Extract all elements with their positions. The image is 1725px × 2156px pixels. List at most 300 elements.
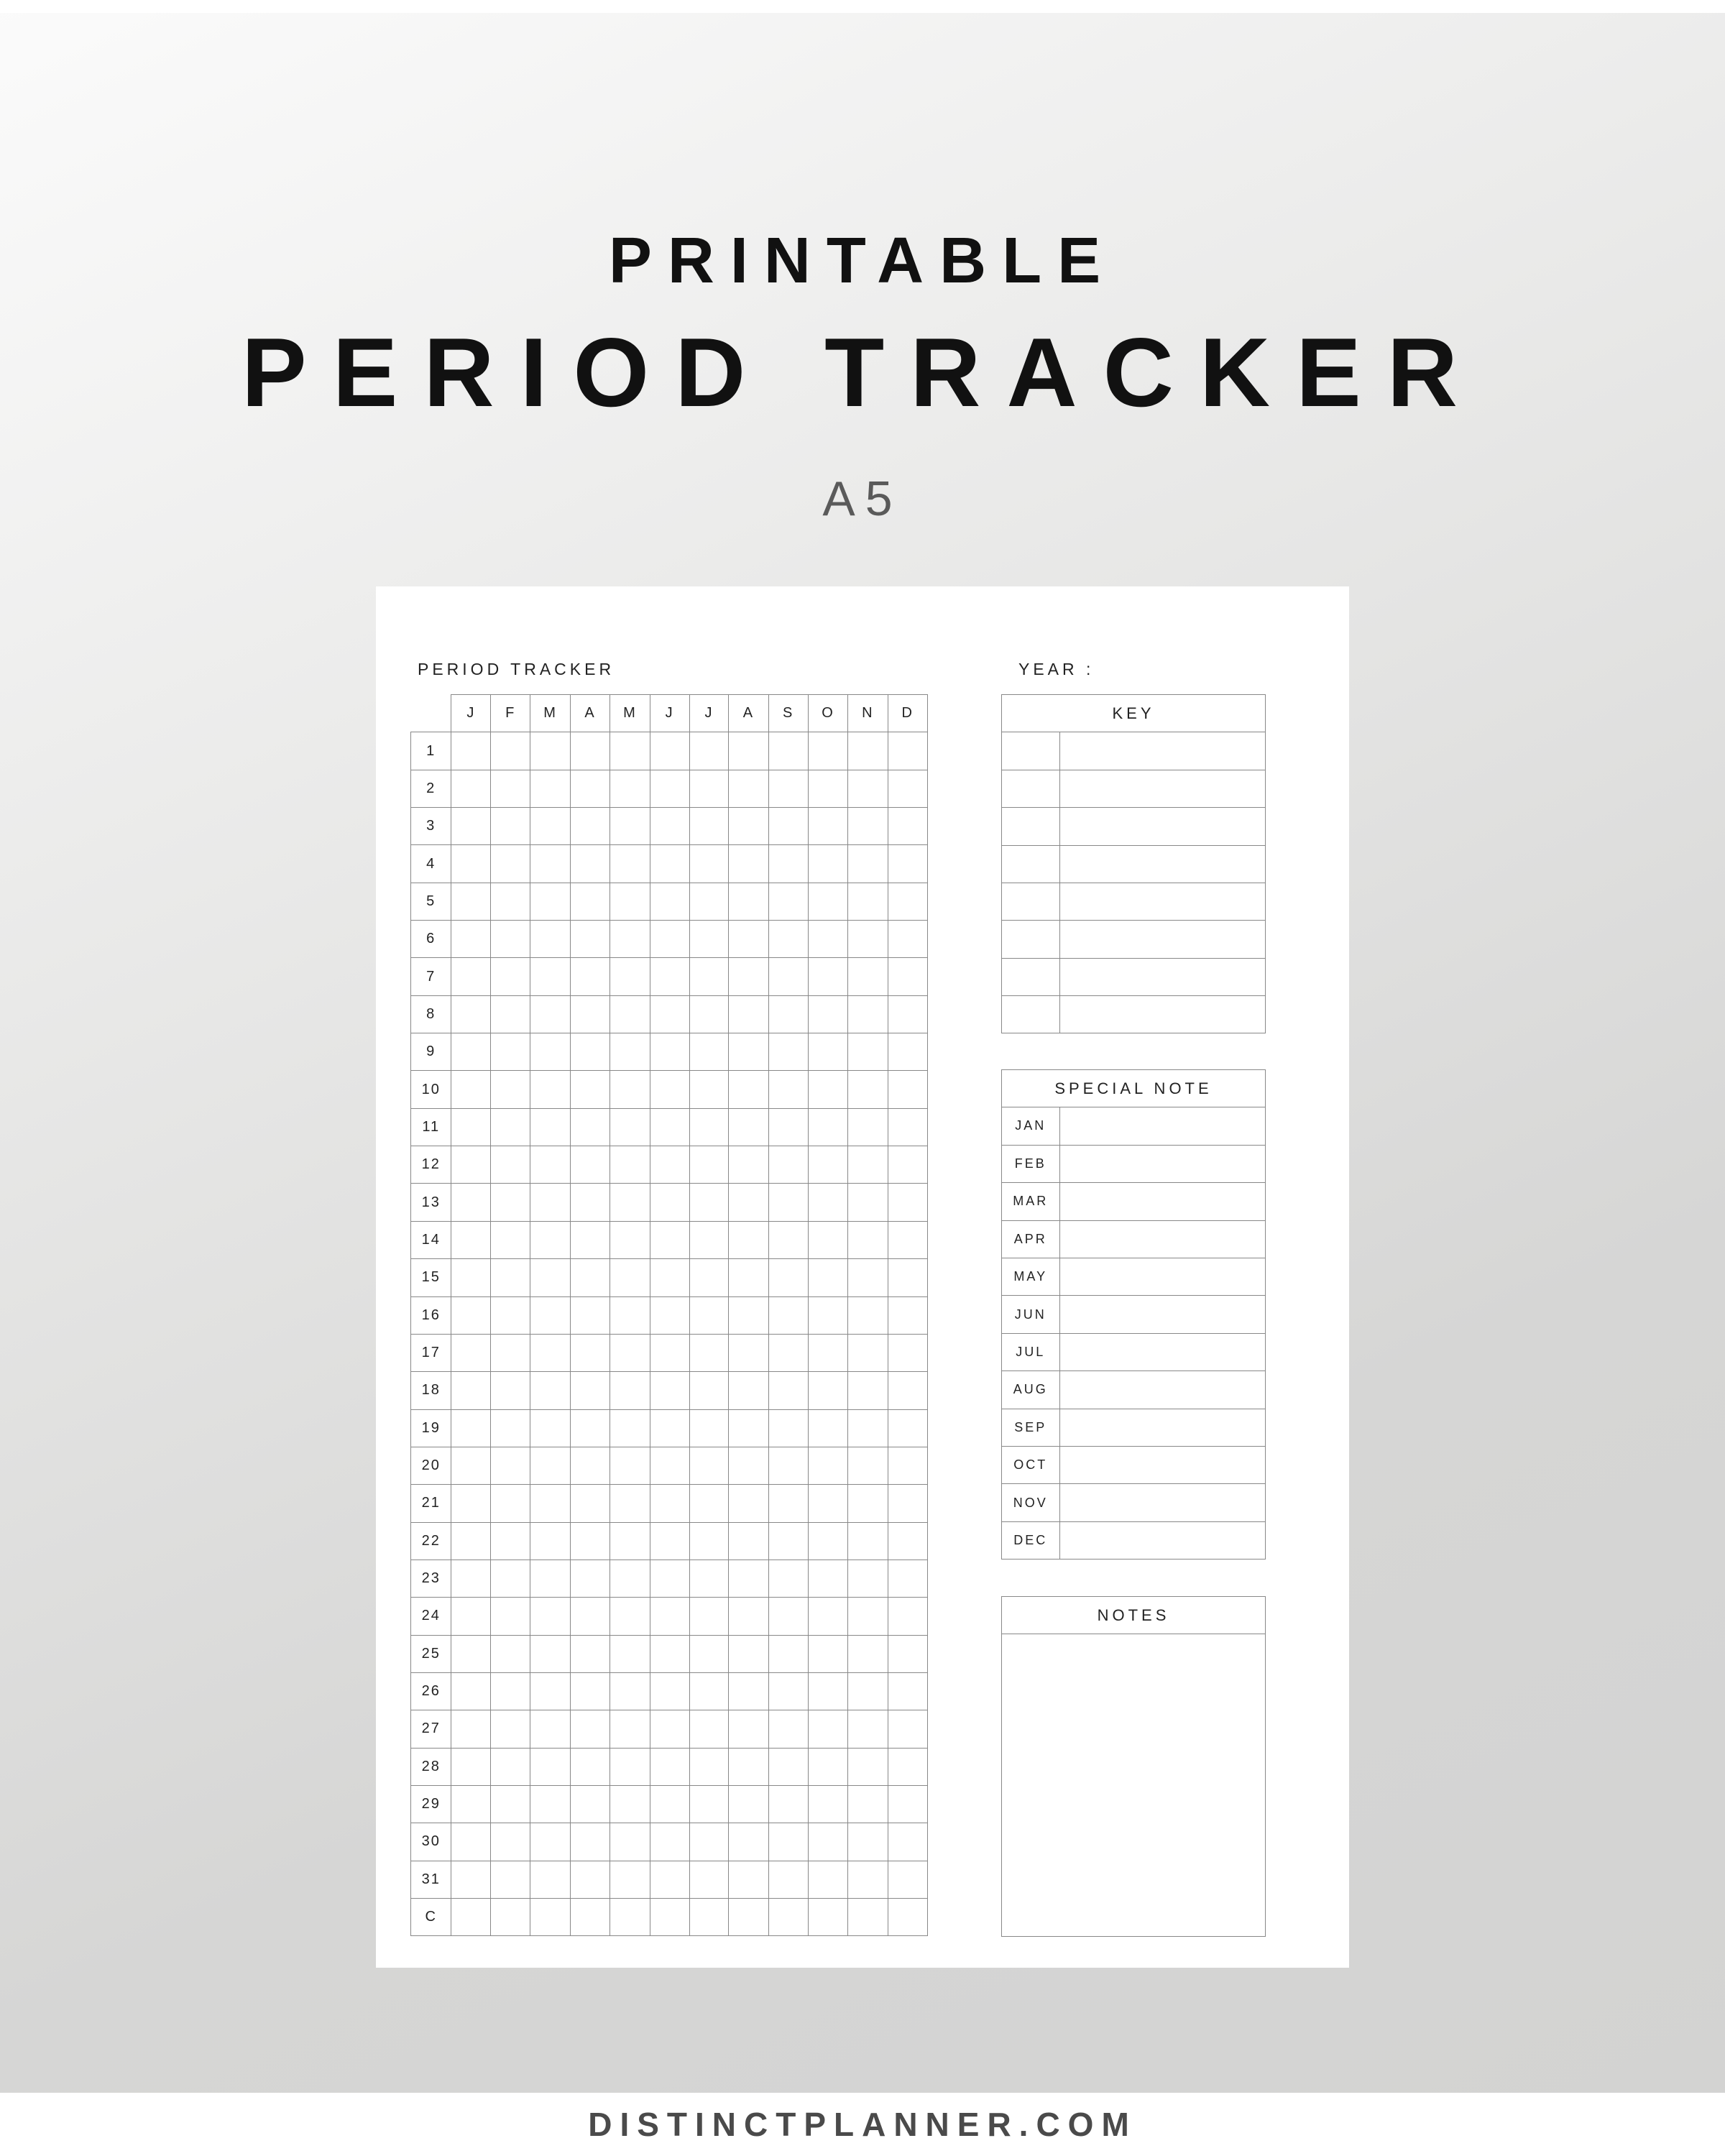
tracker-cell[interactable] xyxy=(650,732,689,770)
tracker-cell[interactable] xyxy=(729,1598,768,1635)
tracker-cell[interactable] xyxy=(530,1598,571,1635)
tracker-cell[interactable] xyxy=(729,845,768,883)
tracker-cell[interactable] xyxy=(768,883,808,920)
tracker-cell[interactable] xyxy=(491,770,530,807)
tracker-cell[interactable] xyxy=(768,1372,808,1409)
tracker-cell[interactable] xyxy=(451,732,491,770)
key-description-cell[interactable] xyxy=(1059,808,1265,845)
tracker-cell[interactable] xyxy=(808,1259,847,1296)
tracker-cell[interactable] xyxy=(451,1672,491,1710)
tracker-cell[interactable] xyxy=(530,1372,571,1409)
tracker-cell[interactable] xyxy=(848,1635,888,1672)
special-note-field[interactable] xyxy=(1059,1521,1265,1559)
tracker-cell[interactable] xyxy=(768,1785,808,1823)
tracker-cell[interactable] xyxy=(650,1259,689,1296)
tracker-cell[interactable] xyxy=(808,921,847,958)
tracker-cell[interactable] xyxy=(768,1108,808,1146)
tracker-cell[interactable] xyxy=(491,1560,530,1597)
tracker-cell[interactable] xyxy=(570,1560,610,1597)
tracker-cell[interactable] xyxy=(530,1221,571,1258)
tracker-cell[interactable] xyxy=(610,808,650,845)
tracker-cell[interactable] xyxy=(689,808,729,845)
tracker-cell[interactable] xyxy=(491,1146,530,1184)
tracker-cell[interactable] xyxy=(451,808,491,845)
tracker-cell[interactable] xyxy=(768,1598,808,1635)
tracker-cell[interactable] xyxy=(848,1522,888,1560)
tracker-cell[interactable] xyxy=(808,845,847,883)
tracker-cell[interactable] xyxy=(888,1108,927,1146)
tracker-cell[interactable] xyxy=(888,1184,927,1221)
key-symbol-cell[interactable] xyxy=(1002,808,1059,845)
tracker-cell[interactable] xyxy=(491,1598,530,1635)
tracker-cell[interactable] xyxy=(491,1033,530,1071)
tracker-cell[interactable] xyxy=(768,808,808,845)
tracker-cell[interactable] xyxy=(689,1033,729,1071)
tracker-cell[interactable] xyxy=(570,1672,610,1710)
key-symbol-cell[interactable] xyxy=(1002,845,1059,883)
tracker-cell[interactable] xyxy=(650,1748,689,1785)
tracker-cell[interactable] xyxy=(848,845,888,883)
tracker-cell[interactable] xyxy=(689,732,729,770)
tracker-cell[interactable] xyxy=(451,1785,491,1823)
special-note-field[interactable] xyxy=(1059,1409,1265,1446)
special-note-field[interactable] xyxy=(1059,1183,1265,1220)
tracker-cell[interactable] xyxy=(530,958,571,995)
tracker-cell[interactable] xyxy=(848,1672,888,1710)
tracker-cell[interactable] xyxy=(808,1485,847,1522)
tracker-cell[interactable] xyxy=(729,1259,768,1296)
tracker-cell[interactable] xyxy=(808,1221,847,1258)
tracker-cell[interactable] xyxy=(689,1899,729,1936)
tracker-cell[interactable] xyxy=(689,1748,729,1785)
tracker-cell[interactable] xyxy=(768,732,808,770)
tracker-cell[interactable] xyxy=(888,1672,927,1710)
tracker-cell[interactable] xyxy=(768,1485,808,1522)
key-symbol-cell[interactable] xyxy=(1002,996,1059,1033)
tracker-cell[interactable] xyxy=(888,921,927,958)
tracker-cell[interactable] xyxy=(768,1221,808,1258)
tracker-cell[interactable] xyxy=(729,1710,768,1748)
tracker-cell[interactable] xyxy=(848,1184,888,1221)
tracker-cell[interactable] xyxy=(729,1447,768,1484)
tracker-cell[interactable] xyxy=(451,770,491,807)
tracker-cell[interactable] xyxy=(451,1033,491,1071)
tracker-cell[interactable] xyxy=(808,1710,847,1748)
tracker-cell[interactable] xyxy=(650,1522,689,1560)
tracker-cell[interactable] xyxy=(848,1447,888,1484)
tracker-cell[interactable] xyxy=(888,808,927,845)
tracker-cell[interactable] xyxy=(729,958,768,995)
tracker-cell[interactable] xyxy=(530,1861,571,1898)
tracker-cell[interactable] xyxy=(451,1409,491,1447)
tracker-cell[interactable] xyxy=(848,1334,888,1371)
tracker-cell[interactable] xyxy=(689,1146,729,1184)
tracker-cell[interactable] xyxy=(530,1522,571,1560)
tracker-cell[interactable] xyxy=(451,1823,491,1861)
tracker-cell[interactable] xyxy=(491,1672,530,1710)
tracker-cell[interactable] xyxy=(610,770,650,807)
tracker-cell[interactable] xyxy=(729,1823,768,1861)
tracker-cell[interactable] xyxy=(451,1598,491,1635)
tracker-cell[interactable] xyxy=(768,1560,808,1597)
tracker-cell[interactable] xyxy=(451,995,491,1033)
tracker-cell[interactable] xyxy=(848,921,888,958)
tracker-cell[interactable] xyxy=(689,1672,729,1710)
tracker-cell[interactable] xyxy=(848,1598,888,1635)
tracker-cell[interactable] xyxy=(848,958,888,995)
key-description-cell[interactable] xyxy=(1059,845,1265,883)
tracker-cell[interactable] xyxy=(808,1861,847,1898)
tracker-cell[interactable] xyxy=(491,1184,530,1221)
tracker-cell[interactable] xyxy=(888,1485,927,1522)
tracker-cell[interactable] xyxy=(610,1748,650,1785)
tracker-cell[interactable] xyxy=(888,1296,927,1334)
tracker-cell[interactable] xyxy=(888,1899,927,1936)
tracker-cell[interactable] xyxy=(451,883,491,920)
tracker-cell[interactable] xyxy=(530,1184,571,1221)
tracker-cell[interactable] xyxy=(650,1598,689,1635)
tracker-cell[interactable] xyxy=(650,1146,689,1184)
tracker-cell[interactable] xyxy=(570,1334,610,1371)
tracker-cell[interactable] xyxy=(491,958,530,995)
tracker-cell[interactable] xyxy=(848,1785,888,1823)
tracker-cell[interactable] xyxy=(530,1108,571,1146)
tracker-cell[interactable] xyxy=(491,1485,530,1522)
tracker-cell[interactable] xyxy=(451,921,491,958)
tracker-cell[interactable] xyxy=(570,958,610,995)
tracker-cell[interactable] xyxy=(888,1522,927,1560)
tracker-cell[interactable] xyxy=(848,1485,888,1522)
tracker-cell[interactable] xyxy=(610,1409,650,1447)
tracker-cell[interactable] xyxy=(729,808,768,845)
tracker-cell[interactable] xyxy=(808,1071,847,1108)
tracker-cell[interactable] xyxy=(848,1710,888,1748)
tracker-cell[interactable] xyxy=(768,1409,808,1447)
key-description-cell[interactable] xyxy=(1059,732,1265,770)
tracker-cell[interactable] xyxy=(848,1560,888,1597)
tracker-cell[interactable] xyxy=(650,1184,689,1221)
tracker-cell[interactable] xyxy=(689,1409,729,1447)
tracker-cell[interactable] xyxy=(729,1221,768,1258)
tracker-cell[interactable] xyxy=(570,732,610,770)
tracker-cell[interactable] xyxy=(530,1409,571,1447)
tracker-cell[interactable] xyxy=(610,995,650,1033)
tracker-cell[interactable] xyxy=(808,1823,847,1861)
tracker-cell[interactable] xyxy=(768,1296,808,1334)
tracker-cell[interactable] xyxy=(451,1334,491,1371)
tracker-cell[interactable] xyxy=(650,1672,689,1710)
tracker-cell[interactable] xyxy=(888,1598,927,1635)
tracker-cell[interactable] xyxy=(650,1635,689,1672)
tracker-cell[interactable] xyxy=(729,732,768,770)
tracker-cell[interactable] xyxy=(808,883,847,920)
tracker-cell[interactable] xyxy=(808,1146,847,1184)
tracker-cell[interactable] xyxy=(848,1861,888,1898)
tracker-cell[interactable] xyxy=(451,1184,491,1221)
tracker-cell[interactable] xyxy=(650,1447,689,1484)
tracker-cell[interactable] xyxy=(491,1296,530,1334)
tracker-cell[interactable] xyxy=(570,1522,610,1560)
tracker-cell[interactable] xyxy=(888,1785,927,1823)
tracker-cell[interactable] xyxy=(848,1899,888,1936)
tracker-cell[interactable] xyxy=(888,883,927,920)
tracker-cell[interactable] xyxy=(729,883,768,920)
tracker-cell[interactable] xyxy=(451,1560,491,1597)
tracker-cell[interactable] xyxy=(650,1899,689,1936)
tracker-cell[interactable] xyxy=(650,1861,689,1898)
tracker-cell[interactable] xyxy=(650,808,689,845)
tracker-cell[interactable] xyxy=(768,1259,808,1296)
tracker-cell[interactable] xyxy=(848,808,888,845)
tracker-cell[interactable] xyxy=(570,883,610,920)
tracker-cell[interactable] xyxy=(689,995,729,1033)
tracker-cell[interactable] xyxy=(451,1447,491,1484)
tracker-cell[interactable] xyxy=(888,1146,927,1184)
tracker-cell[interactable] xyxy=(768,1672,808,1710)
tracker-cell[interactable] xyxy=(610,1108,650,1146)
tracker-cell[interactable] xyxy=(570,1296,610,1334)
tracker-cell[interactable] xyxy=(768,845,808,883)
tracker-cell[interactable] xyxy=(888,1560,927,1597)
tracker-cell[interactable] xyxy=(570,770,610,807)
tracker-cell[interactable] xyxy=(451,1146,491,1184)
tracker-cell[interactable] xyxy=(570,1899,610,1936)
tracker-cell[interactable] xyxy=(451,1748,491,1785)
tracker-cell[interactable] xyxy=(808,1522,847,1560)
tracker-cell[interactable] xyxy=(808,1672,847,1710)
tracker-cell[interactable] xyxy=(610,921,650,958)
tracker-cell[interactable] xyxy=(888,845,927,883)
tracker-cell[interactable] xyxy=(530,1071,571,1108)
tracker-cell[interactable] xyxy=(689,1221,729,1258)
tracker-cell[interactable] xyxy=(729,1672,768,1710)
tracker-cell[interactable] xyxy=(610,1635,650,1672)
special-note-field[interactable] xyxy=(1059,1296,1265,1333)
tracker-cell[interactable] xyxy=(808,1785,847,1823)
tracker-cell[interactable] xyxy=(848,1296,888,1334)
tracker-cell[interactable] xyxy=(848,1372,888,1409)
tracker-cell[interactable] xyxy=(768,1748,808,1785)
tracker-cell[interactable] xyxy=(570,1221,610,1258)
tracker-cell[interactable] xyxy=(570,1409,610,1447)
tracker-cell[interactable] xyxy=(570,1108,610,1146)
tracker-cell[interactable] xyxy=(808,1447,847,1484)
tracker-cell[interactable] xyxy=(610,1672,650,1710)
tracker-cell[interactable] xyxy=(689,1823,729,1861)
key-symbol-cell[interactable] xyxy=(1002,732,1059,770)
tracker-cell[interactable] xyxy=(610,1560,650,1597)
tracker-cell[interactable] xyxy=(689,1184,729,1221)
tracker-cell[interactable] xyxy=(530,808,571,845)
tracker-cell[interactable] xyxy=(610,1033,650,1071)
tracker-cell[interactable] xyxy=(808,1372,847,1409)
tracker-cell[interactable] xyxy=(451,1710,491,1748)
tracker-cell[interactable] xyxy=(451,1485,491,1522)
tracker-cell[interactable] xyxy=(491,1221,530,1258)
tracker-cell[interactable] xyxy=(491,1409,530,1447)
tracker-cell[interactable] xyxy=(530,1748,571,1785)
tracker-cell[interactable] xyxy=(610,1372,650,1409)
tracker-cell[interactable] xyxy=(570,921,610,958)
tracker-cell[interactable] xyxy=(888,1447,927,1484)
tracker-cell[interactable] xyxy=(530,1823,571,1861)
tracker-cell[interactable] xyxy=(768,1184,808,1221)
tracker-cell[interactable] xyxy=(570,1485,610,1522)
tracker-cell[interactable] xyxy=(530,921,571,958)
tracker-cell[interactable] xyxy=(451,958,491,995)
tracker-cell[interactable] xyxy=(848,1146,888,1184)
tracker-cell[interactable] xyxy=(888,958,927,995)
tracker-cell[interactable] xyxy=(729,995,768,1033)
tracker-cell[interactable] xyxy=(491,1635,530,1672)
tracker-cell[interactable] xyxy=(570,1184,610,1221)
tracker-cell[interactable] xyxy=(888,1221,927,1258)
tracker-cell[interactable] xyxy=(610,1447,650,1484)
tracker-cell[interactable] xyxy=(610,1785,650,1823)
tracker-cell[interactable] xyxy=(650,1108,689,1146)
tracker-cell[interactable] xyxy=(768,1823,808,1861)
tracker-cell[interactable] xyxy=(530,1447,571,1484)
key-symbol-cell[interactable] xyxy=(1002,921,1059,958)
tracker-cell[interactable] xyxy=(808,958,847,995)
tracker-cell[interactable] xyxy=(491,1522,530,1560)
tracker-cell[interactable] xyxy=(689,1334,729,1371)
tracker-cell[interactable] xyxy=(650,1372,689,1409)
tracker-cell[interactable] xyxy=(530,1259,571,1296)
tracker-cell[interactable] xyxy=(610,732,650,770)
tracker-cell[interactable] xyxy=(768,1710,808,1748)
tracker-cell[interactable] xyxy=(530,1635,571,1672)
tracker-cell[interactable] xyxy=(491,1071,530,1108)
special-note-field[interactable] xyxy=(1059,1333,1265,1370)
tracker-cell[interactable] xyxy=(610,1334,650,1371)
special-note-field[interactable] xyxy=(1059,1107,1265,1145)
tracker-cell[interactable] xyxy=(451,1259,491,1296)
special-note-field[interactable] xyxy=(1059,1145,1265,1182)
tracker-cell[interactable] xyxy=(570,1635,610,1672)
tracker-cell[interactable] xyxy=(848,1033,888,1071)
tracker-cell[interactable] xyxy=(689,1259,729,1296)
special-note-field[interactable] xyxy=(1059,1484,1265,1521)
tracker-cell[interactable] xyxy=(610,1861,650,1898)
tracker-cell[interactable] xyxy=(530,1296,571,1334)
tracker-cell[interactable] xyxy=(451,1296,491,1334)
tracker-cell[interactable] xyxy=(729,1334,768,1371)
tracker-cell[interactable] xyxy=(491,732,530,770)
tracker-cell[interactable] xyxy=(848,1221,888,1258)
tracker-cell[interactable] xyxy=(888,1710,927,1748)
tracker-cell[interactable] xyxy=(451,1221,491,1258)
tracker-cell[interactable] xyxy=(570,1071,610,1108)
tracker-cell[interactable] xyxy=(729,1071,768,1108)
tracker-cell[interactable] xyxy=(570,1372,610,1409)
tracker-cell[interactable] xyxy=(491,1447,530,1484)
tracker-cell[interactable] xyxy=(451,1372,491,1409)
tracker-cell[interactable] xyxy=(491,995,530,1033)
key-description-cell[interactable] xyxy=(1059,958,1265,995)
key-symbol-cell[interactable] xyxy=(1002,958,1059,995)
tracker-cell[interactable] xyxy=(491,1861,530,1898)
tracker-cell[interactable] xyxy=(530,1710,571,1748)
tracker-cell[interactable] xyxy=(570,1710,610,1748)
tracker-cell[interactable] xyxy=(570,1748,610,1785)
tracker-cell[interactable] xyxy=(768,770,808,807)
tracker-cell[interactable] xyxy=(848,770,888,807)
tracker-cell[interactable] xyxy=(808,1296,847,1334)
tracker-cell[interactable] xyxy=(491,1108,530,1146)
tracker-cell[interactable] xyxy=(848,1823,888,1861)
tracker-cell[interactable] xyxy=(650,1334,689,1371)
tracker-cell[interactable] xyxy=(451,1861,491,1898)
tracker-cell[interactable] xyxy=(491,1334,530,1371)
tracker-cell[interactable] xyxy=(610,1823,650,1861)
tracker-cell[interactable] xyxy=(808,732,847,770)
key-description-cell[interactable] xyxy=(1059,883,1265,921)
tracker-cell[interactable] xyxy=(650,1710,689,1748)
tracker-cell[interactable] xyxy=(729,1184,768,1221)
tracker-cell[interactable] xyxy=(650,1785,689,1823)
tracker-cell[interactable] xyxy=(729,1899,768,1936)
key-symbol-cell[interactable] xyxy=(1002,770,1059,807)
tracker-cell[interactable] xyxy=(451,1635,491,1672)
tracker-cell[interactable] xyxy=(610,958,650,995)
key-symbol-cell[interactable] xyxy=(1002,883,1059,921)
tracker-cell[interactable] xyxy=(888,732,927,770)
tracker-cell[interactable] xyxy=(729,1748,768,1785)
tracker-cell[interactable] xyxy=(610,1184,650,1221)
tracker-cell[interactable] xyxy=(650,1071,689,1108)
tracker-cell[interactable] xyxy=(610,1259,650,1296)
tracker-cell[interactable] xyxy=(610,883,650,920)
tracker-cell[interactable] xyxy=(491,921,530,958)
special-note-field[interactable] xyxy=(1059,1220,1265,1258)
tracker-cell[interactable] xyxy=(848,732,888,770)
key-description-cell[interactable] xyxy=(1059,996,1265,1033)
tracker-cell[interactable] xyxy=(650,1033,689,1071)
tracker-cell[interactable] xyxy=(570,1598,610,1635)
tracker-cell[interactable] xyxy=(808,1184,847,1221)
tracker-cell[interactable] xyxy=(729,1560,768,1597)
tracker-cell[interactable] xyxy=(610,1710,650,1748)
tracker-cell[interactable] xyxy=(888,1372,927,1409)
tracker-cell[interactable] xyxy=(530,1899,571,1936)
tracker-cell[interactable] xyxy=(768,958,808,995)
tracker-cell[interactable] xyxy=(650,1409,689,1447)
tracker-cell[interactable] xyxy=(570,845,610,883)
tracker-cell[interactable] xyxy=(689,1372,729,1409)
tracker-cell[interactable] xyxy=(530,1033,571,1071)
tracker-cell[interactable] xyxy=(848,1071,888,1108)
tracker-cell[interactable] xyxy=(530,995,571,1033)
tracker-cell[interactable] xyxy=(729,1485,768,1522)
tracker-cell[interactable] xyxy=(729,921,768,958)
tracker-cell[interactable] xyxy=(689,1447,729,1484)
tracker-cell[interactable] xyxy=(729,1635,768,1672)
tracker-cell[interactable] xyxy=(610,1899,650,1936)
tracker-cell[interactable] xyxy=(650,770,689,807)
tracker-cell[interactable] xyxy=(650,845,689,883)
tracker-cell[interactable] xyxy=(689,1598,729,1635)
tracker-cell[interactable] xyxy=(451,1522,491,1560)
tracker-cell[interactable] xyxy=(808,808,847,845)
tracker-cell[interactable] xyxy=(888,1334,927,1371)
tracker-cell[interactable] xyxy=(768,1899,808,1936)
tracker-cell[interactable] xyxy=(689,958,729,995)
tracker-cell[interactable] xyxy=(610,845,650,883)
tracker-cell[interactable] xyxy=(650,1823,689,1861)
tracker-cell[interactable] xyxy=(888,770,927,807)
tracker-cell[interactable] xyxy=(570,1785,610,1823)
